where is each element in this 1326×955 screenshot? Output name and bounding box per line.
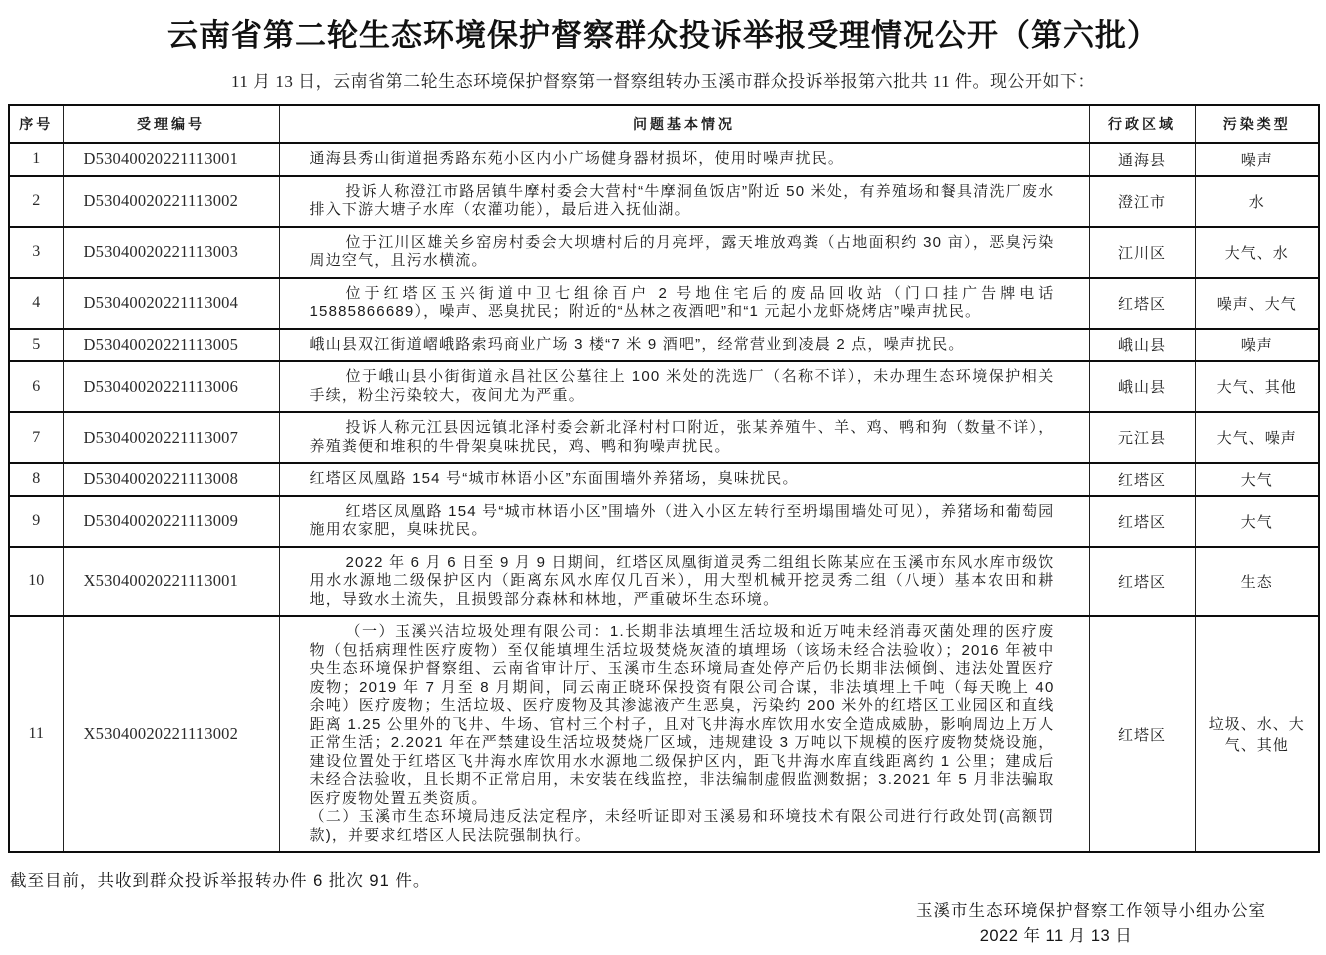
cell-region: 峨山县	[1089, 361, 1195, 412]
cell-seq: 4	[9, 278, 63, 329]
cell-acceptance-number: D53040020221113003	[63, 227, 279, 278]
cell-acceptance-number: X53040020221113002	[63, 616, 279, 852]
cell-pollution-type: 大气	[1195, 463, 1319, 496]
issue-paragraph: 2022 年 6 月 6 日至 9 月 9 日期间，红塔区凤凰街道灵秀二组组长陈某应在玉溪市东风水库市级饮用水水源地二级保护区内（距离东风水库仅几百米），用大型机械开挖灵秀二组（八埂）基本农田和耕地，导致水土流失，且损毁部分森林和林地，严重破坏生态环境。	[309, 553, 1055, 608]
cell-region: 红塔区	[1089, 463, 1195, 496]
page-title: 云南省第二轮生态环境保护督察群众投诉举报受理情况公开（第六批）	[167, 18, 1159, 53]
cell-issue-description	[279, 496, 1089, 547]
table-header-row	[9, 105, 1319, 143]
table-body	[9, 143, 1319, 852]
header-issue: 问题基本情况	[279, 105, 1089, 143]
cell-seq: 9	[9, 496, 63, 547]
header-seq: 序号	[9, 105, 63, 143]
cell-acceptance-number: X53040020221113001	[63, 547, 279, 617]
cell-pollution-type: 大气、其他	[1195, 361, 1319, 412]
signature-block	[8, 899, 1318, 949]
cell-issue-description	[279, 278, 1089, 329]
cell-region: 江川区	[1089, 227, 1195, 278]
cell-pollution-type: 噪声	[1195, 143, 1319, 176]
cell-pollution-type: 大气、水	[1195, 227, 1319, 278]
issue-date: 2022 年 11 月 13 日	[979, 927, 1133, 945]
cell-acceptance-number: D53040020221113005	[63, 329, 279, 362]
table-row	[9, 616, 1319, 852]
cell-seq: 8	[9, 463, 63, 496]
cell-issue-description	[279, 143, 1089, 176]
cell-pollution-type: 大气	[1195, 496, 1319, 547]
table-row	[9, 496, 1319, 547]
cell-issue-description	[279, 463, 1089, 496]
cell-seq: 2	[9, 176, 63, 227]
cell-issue-description	[279, 616, 1089, 852]
complaints-table	[8, 104, 1320, 853]
table-row	[9, 547, 1319, 617]
issue-paragraph: 位于峨山县小街街道永昌社区公墓往上 100 米处的洗选厂（名称不详），未办理生态环境保护相关手续，粉尘污染较大，夜间尤为严重。	[309, 368, 1055, 404]
cell-region: 澄江市	[1089, 176, 1195, 227]
cell-seq: 3	[9, 227, 63, 278]
header-type: 污染类型	[1195, 105, 1319, 143]
issue-paragraph: 红塔区凤凰路 154 号“城市林语小区”东面围墙外养猪场，臭味扰民。	[309, 470, 799, 487]
cell-pollution-type: 大气、噪声	[1195, 412, 1319, 463]
cell-pollution-type: 噪声	[1195, 329, 1319, 362]
table-row	[9, 143, 1319, 176]
cell-region: 红塔区	[1089, 278, 1195, 329]
cell-issue-description	[279, 329, 1089, 362]
cell-region: 通海县	[1089, 143, 1195, 176]
header-region: 行政区域	[1089, 105, 1195, 143]
cell-acceptance-number: D53040020221113009	[63, 496, 279, 547]
table-row	[9, 361, 1319, 412]
cell-issue-description	[279, 361, 1089, 412]
cell-region: 峨山县	[1089, 329, 1195, 362]
issuing-office: 玉溪市生态环境保护督察工作领导小组办公室	[916, 902, 1266, 920]
cell-acceptance-number: D53040020221113002	[63, 176, 279, 227]
cell-region: 元江县	[1089, 412, 1195, 463]
issue-paragraph: 投诉人称元江县因远镇北泽村委会新北泽村村口附近，张某养殖牛、羊、鸡、鸭和狗（数量不详），养殖粪便和堆积的牛骨架臭味扰民，鸡、鸭和狗噪声扰民。	[309, 419, 1055, 455]
page-subtitle: 11 月 13 日，云南省第二轮生态环境保护督察第一督察组转办玉溪市群众投诉举报第六批共 11 件。现公开如下：	[231, 72, 1095, 91]
table-row	[9, 412, 1319, 463]
cell-acceptance-number: D53040020221113004	[63, 278, 279, 329]
table-row	[9, 227, 1319, 278]
table-header	[9, 105, 1319, 143]
cell-pollution-type: 水	[1195, 176, 1319, 227]
cell-region: 红塔区	[1089, 547, 1195, 617]
issue-paragraph: 红塔区凤凰路 154 号“城市林语小区”围墙外（进入小区左转行至坍塌围墙处可见），养猪场和葡萄园施用农家肥，臭味扰民。	[309, 502, 1055, 538]
cell-issue-description	[279, 547, 1089, 617]
cell-region: 红塔区	[1089, 496, 1195, 547]
issue-paragraph: （一）玉溪兴洁垃圾处理有限公司：1.长期非法填埋生活垃圾和近万吨未经消毒灭菌处理的医疗废物（包括病理性医疗废物）至仅能填埋生活垃圾焚烧灰渣的填埋场（该场未经合法验收）；2016 年被中央生态环境保护督察组、云南省审计厅、玉溪市生态环境局查处停产后仍长期非法倾倒、违法处置医疗废物；2019 年 7 月至 8 月期间，同云南正晓环保投资有限公司合谋，非法填埋上千吨（每天晚上 40 余吨）医疗废物；生活垃圾、医疗废物及其渗滤液产生恶臭，污染约 200 米外的红塔区工业园区和直线距离 1.25 公里外的飞井、牛场、官村三个村子，且对飞井海水库饮用水安全造成威胁，影响周边上万人正常生活；2.2021 年在严禁建设生活垃圾焚烧厂区域，违规建设 3 万吨以下规模的医疗废物焚烧设施，建设位置处于红塔区飞井海水库饮用水水源地二级保护区内，距飞井海水库直线距离约 1 公里；建成后未经合法验收，且长期不正常启用，未安装在线监控，非法编制虚假监测数据；3.2021 年 5 月非法骗取医疗废物处置五类资质。	[309, 623, 1055, 807]
cell-seq: 6	[9, 361, 63, 412]
issue-paragraph: 投诉人称澄江市路居镇牛摩村委会大营村“牛摩洞鱼饭店”附近 50 米处，有养殖场和餐具清洗厂废水排入下游大塘子水库（农灌功能），最后进入抚仙湖。	[309, 182, 1055, 218]
issue-paragraph: 通海县秀山街道挹秀路东苑小区内小广场健身器材损坏，使用时噪声扰民。	[309, 150, 845, 167]
table-row	[9, 176, 1319, 227]
cell-acceptance-number: D53040020221113008	[63, 463, 279, 496]
header-id: 受理编号	[63, 105, 279, 143]
cell-issue-description	[279, 412, 1089, 463]
cell-seq: 11	[9, 616, 63, 852]
cell-seq: 10	[9, 547, 63, 617]
cell-seq: 1	[9, 143, 63, 176]
issue-paragraph: 位于红塔区玉兴街道中卫七组徐百户 2 号地住宅后的废品回收站（门口挂广告牌电话 15885866689），噪声、恶臭扰民；附近的“丛林之夜酒吧”和“1 元起小龙虾烧烤店”噪声扰民。	[309, 284, 1055, 320]
cell-region: 红塔区	[1089, 616, 1195, 852]
table-row	[9, 463, 1319, 496]
issue-paragraph: 峨山县双江街道嶍峨路索玛商业广场 3 楼“7 米 9 酒吧”，经常营业到凌晨 2 点，噪声扰民。	[309, 335, 965, 353]
cell-pollution-type: 垃圾、水、大气、其他	[1195, 616, 1319, 852]
summary-note: 截至目前，共收到群众投诉举报转办件 6 批次 91 件。	[10, 872, 431, 890]
cell-seq: 5	[9, 329, 63, 362]
table-row	[9, 278, 1319, 329]
issue-paragraph: 位于江川区雄关乡窑房村委会大坝塘村后的月亮坪，露天堆放鸡粪（占地面积约 30 亩），恶臭污染周边空气，且污水横流。	[309, 233, 1055, 269]
cell-acceptance-number: D53040020221113007	[63, 412, 279, 463]
issue-paragraph: （二）玉溪市生态环境局违反法定程序，未经听证即对玉溪易和环境技术有限公司进行行政处罚(高额罚款)，并要求红塔区人民法院强制执行。	[309, 808, 1055, 844]
cell-issue-description	[279, 227, 1089, 278]
cell-acceptance-number: D53040020221113001	[63, 143, 279, 176]
cell-issue-description	[279, 176, 1089, 227]
table-row	[9, 329, 1319, 362]
cell-pollution-type: 生态	[1195, 547, 1319, 617]
cell-pollution-type: 噪声、大气	[1195, 278, 1319, 329]
cell-seq: 7	[9, 412, 63, 463]
cell-acceptance-number: D53040020221113006	[63, 361, 279, 412]
